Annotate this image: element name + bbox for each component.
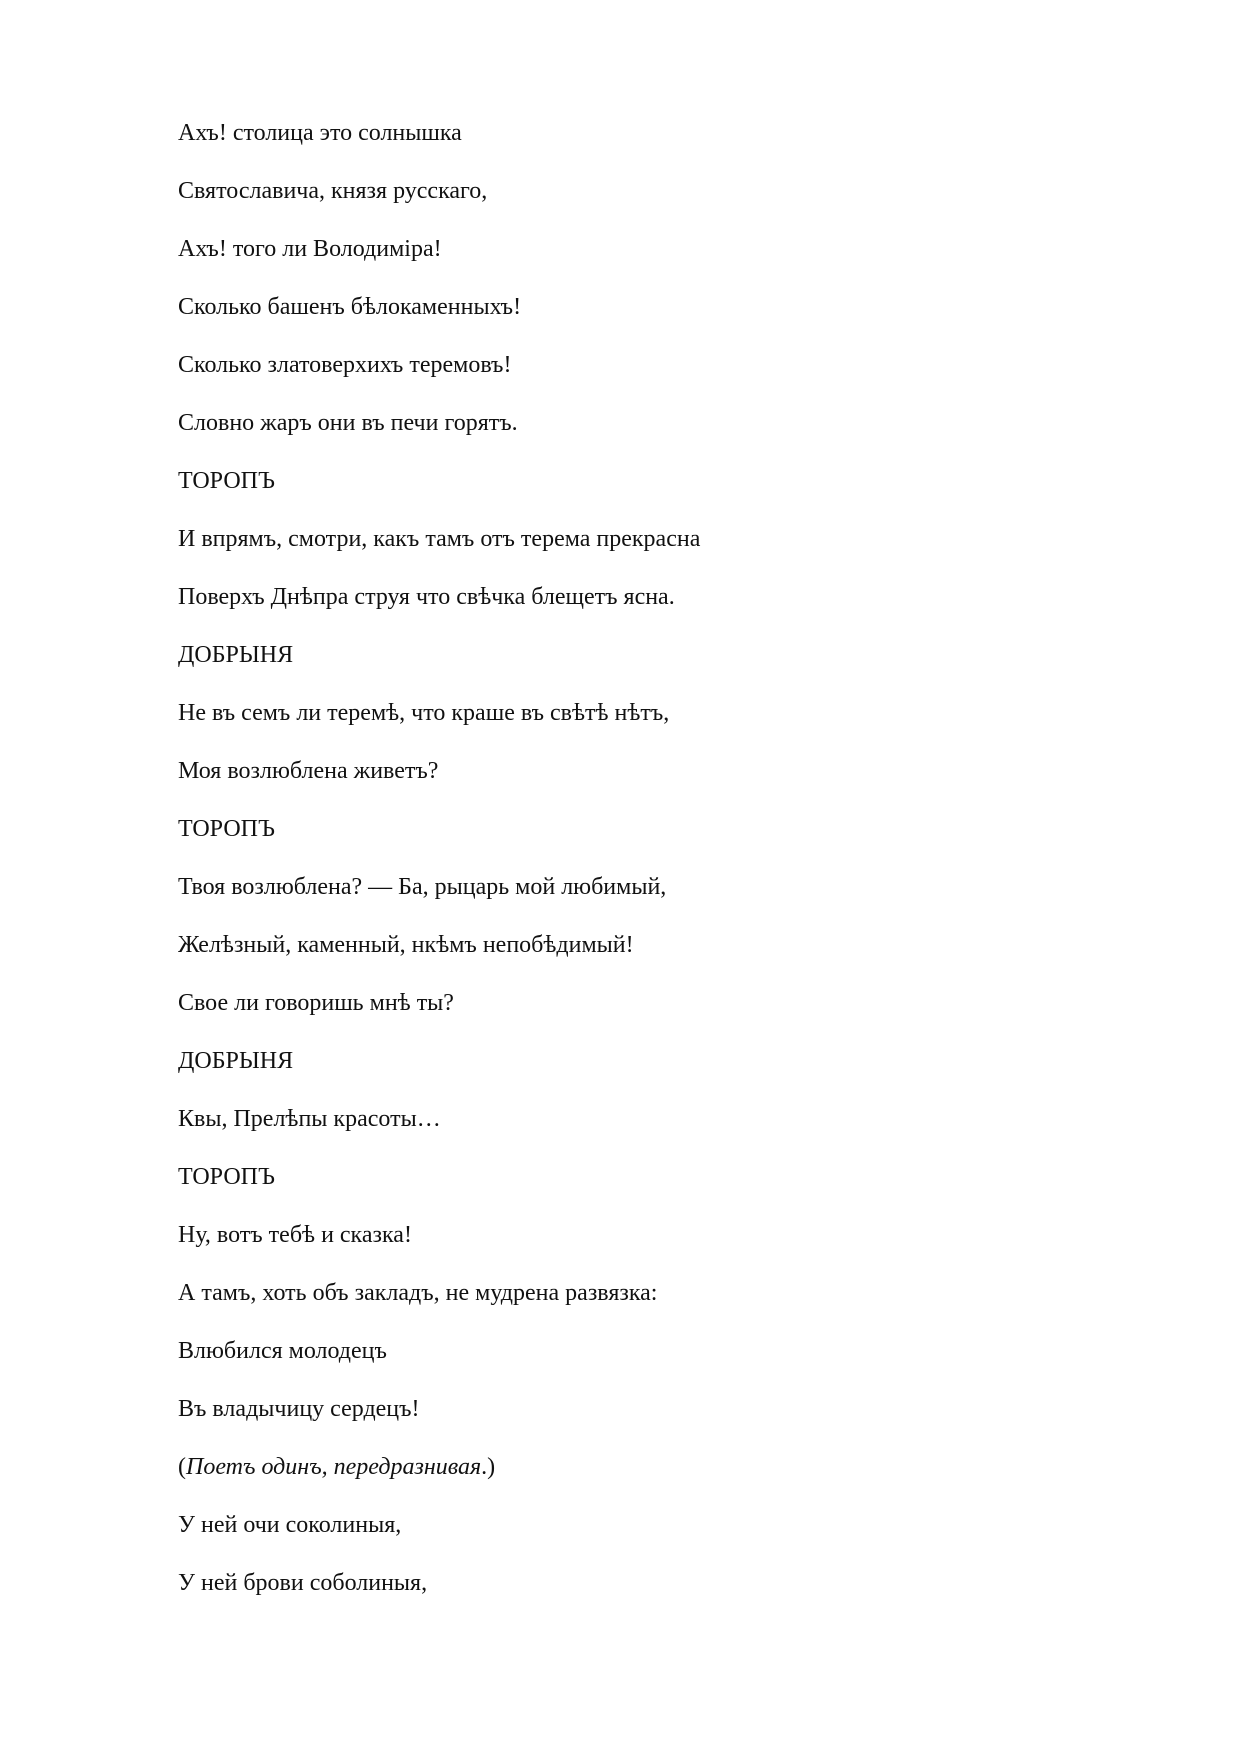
speaker-name: ТОРОПЪ (178, 468, 275, 494)
speaker-name: ДОБРЫНЯ (178, 642, 294, 668)
speaker-name: ТОРОПЪ (178, 1164, 275, 1190)
verse-line: Желѣзный, каменный, нкѣмъ непобѣдимый! (178, 932, 634, 958)
verse-line: Ну, вотъ тебѣ и сказка! (178, 1222, 412, 1248)
verse-line: Сколько башенъ бѣлокаменныхъ! (178, 294, 522, 320)
verse-line: Свое ли говоришь мнѣ ты? (178, 990, 454, 1016)
verse-line: А тамъ, хоть объ закладъ, не мудрена развязка: (178, 1280, 658, 1306)
verse-line: Ахъ! того ли Володиміра! (178, 236, 442, 262)
verse-line: Квы, Прелѣпы красоты… (178, 1106, 441, 1132)
stage-direction-open: ( (178, 1454, 186, 1480)
verse-line: И впрямъ, смотри, какъ тамъ отъ терема прекрасна (178, 526, 701, 552)
speaker-name: ДОБРЫНЯ (178, 1048, 294, 1074)
verse-line: Въ владычицу сердецъ! (178, 1396, 420, 1422)
verse-line: У ней брови соболиныя, (178, 1570, 428, 1596)
verse-line: Не въ семъ ли теремѣ, что краше въ свѣтѣ нѣтъ, (178, 700, 670, 726)
verse-line: Словно жаръ они въ печи горятъ. (178, 410, 518, 436)
verse-line: Твоя возлюблена? — Ба, рыцарь мой любимый, (178, 874, 667, 900)
stage-direction-text: Поетъ одинъ, передразнивая (186, 1454, 482, 1480)
verse-line: Влюбился молодецъ (178, 1338, 387, 1364)
speaker-name: ТОРОПЪ (178, 816, 275, 842)
verse-line: Святославича, князя русскаго, (178, 178, 488, 204)
verse-line: Сколько златоверхихъ теремовъ! (178, 352, 512, 378)
stage-direction (178, 1450, 1178, 1508)
verse-line: У ней очи соколиныя, (178, 1512, 402, 1538)
stage-direction-close: .) (481, 1454, 496, 1480)
verse-line: Ахъ! столица это солнышка (178, 120, 462, 146)
verse-line: Поверхъ Днѣпра струя что свѣчка блещетъ ясна. (178, 584, 675, 610)
verse-line: Моя возлюблена живетъ? (178, 758, 439, 784)
play-text (178, 116, 1178, 1624)
